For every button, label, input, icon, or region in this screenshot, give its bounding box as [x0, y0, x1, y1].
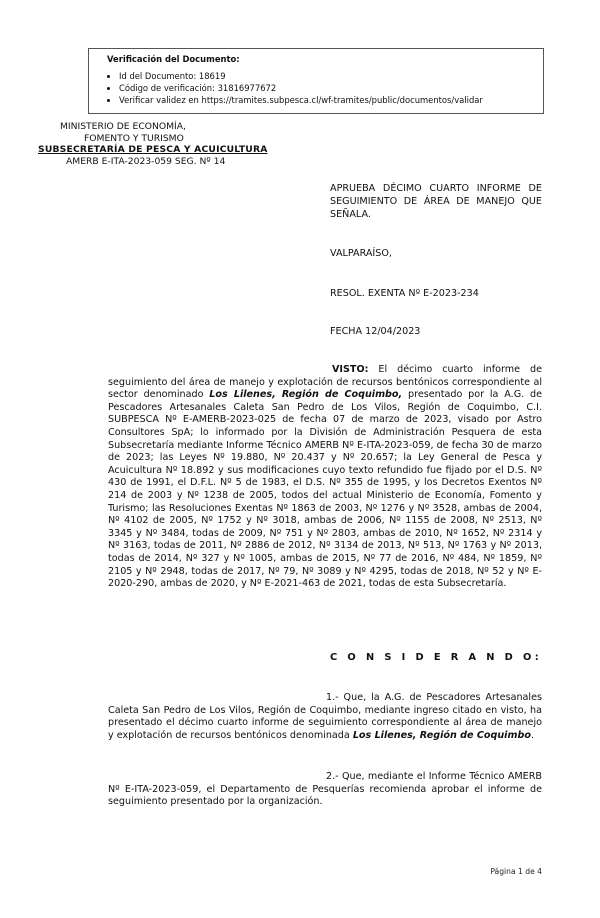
page-number: Página 1 de 4 [490, 867, 542, 876]
verification-title: Verificación del Documento: [107, 54, 240, 64]
ministry-line2: FOMENTO Y TURISMO [84, 133, 184, 144]
point1-area-name: Los Lilenes, Región de Coquimbo [352, 729, 531, 741]
verification-code: • Código de verificación: 31816977672 [119, 82, 533, 94]
city: VALPARAÍSO, [330, 248, 392, 259]
verification-url: • Verificar validez en https://tramites.subpesca.cl/wf-tramites/public/documentos/validar [119, 94, 533, 106]
visto-label: VISTO: [332, 364, 369, 375]
verification-list [107, 70, 533, 106]
reference-number: AMERB E-ITA-2023-059 SEG. Nº 14 [66, 156, 226, 167]
point1-text-1: 1.- Que, la A.G. de Pescadores Artesanales Caleta San Pedro de Los Vilos, Región de Coquimbo, mediante ingreso citado en visto, ha presentado el décimo cuarto informe de seguimiento correspondiente al área de manejo y explotación de recursos bentónicos denominada [108, 692, 542, 741]
point2-text: 2.- Que, mediante el Informe Técnico AMERB Nº E-ITA-2023-059, el Departamento de Pesquerías recomienda aprobar el informe de seguimiento presentado por la organización. [108, 771, 542, 808]
resolution-number: RESOL. EXENTA Nº E-2023-234 [330, 288, 479, 299]
visto-text-1: El décimo cuarto informe de seguimiento del área de manejo y explotación de recursos bentónicos correspondiente al sector denominado [108, 364, 542, 401]
ministry-line1: MINISTERIO DE ECONOMÍA, [60, 121, 186, 132]
visto-text-2: presentado por la A.G. de Pescadores Artesanales Caleta San Pedro de Los Vilos, Región de Coquimbo, C.I. SUBPESCA Nº E-AMERB-2023-025 de fecha 07 de marzo de 2023, visado por Astro Consultores SpA; lo informado por la División de Administración Pesquera de esta Subsecretaría mediante Informe Técnico AMERB Nº E-ITA-2023-059, de fecha 30 de marzo de 2023; las Leyes Nº 19.880, Nº 20.437 y Nº 20.657; la Ley General de Pesca y Acuicultura Nº 18.892 y sus modificaciones cuyo texto refundido fue fijado por el D.S. Nº 430 de 1991, el D.F.L. Nº 5 de 1983, el D.S. Nº 355 de 1995, y los Decretos Exentos Nº 214 de 2003 y Nº 1238 de 2005, todos del actual Ministerio de Economía, Fomento y Turismo; las Resoluciones Exentas Nº 1863 de 2003, Nº 1276 y Nº 3528, ambas de 2004, Nº 4102 de 2005, Nº 1752 y Nº 3018, ambas de 2006, Nº 1155 de 2008, Nº 2513, Nº 3345 y Nº 3484, todas de 2009, Nº 751 y Nº 2803, ambas de 2010, Nº 1652, Nº 2314 y Nº 3163, todas de 2011, Nº 2886 de 2012, Nº 3134 de 2013, Nº 513, Nº 1763 y Nº 2013, todas de 2014, Nº 327 y Nº 1005, ambas de 2015, Nº 77 de 2016, Nº 484, Nº 1859, Nº 2105 y Nº 2948, todas de 2017, Nº 79, Nº 3089 y Nº 4295, todas de 2018, Nº 52 y Nº E-2020-290, ambas de 2020, y Nº E-2021-463 de 2021, todas de esta Subsecretaría. [108, 389, 542, 590]
verification-document-id: • Id del Documento: 18619 [119, 70, 533, 82]
considerando-heading: C O N S I D E R A N D O: [330, 652, 543, 663]
visto-area-name: Los Lilenes, Región de Coquimbo, [209, 389, 403, 401]
considerando-point-1 [108, 692, 542, 742]
point1-text-2: . [530, 729, 534, 741]
considerando-point-2 [108, 771, 542, 809]
subsecretaria-title: SUBSECRETARÍA DE PESCA Y ACUICULTURA [38, 144, 268, 155]
verification-box [88, 48, 544, 114]
visto-paragraph [108, 364, 542, 591]
resolution-summary: APRUEBA DÉCIMO CUARTO INFORME DE SEGUIMIENTO DE ÁREA DE MANEJO QUE SEÑALA. [330, 183, 542, 220]
resolution-date: FECHA 12/04/2023 [330, 326, 421, 337]
